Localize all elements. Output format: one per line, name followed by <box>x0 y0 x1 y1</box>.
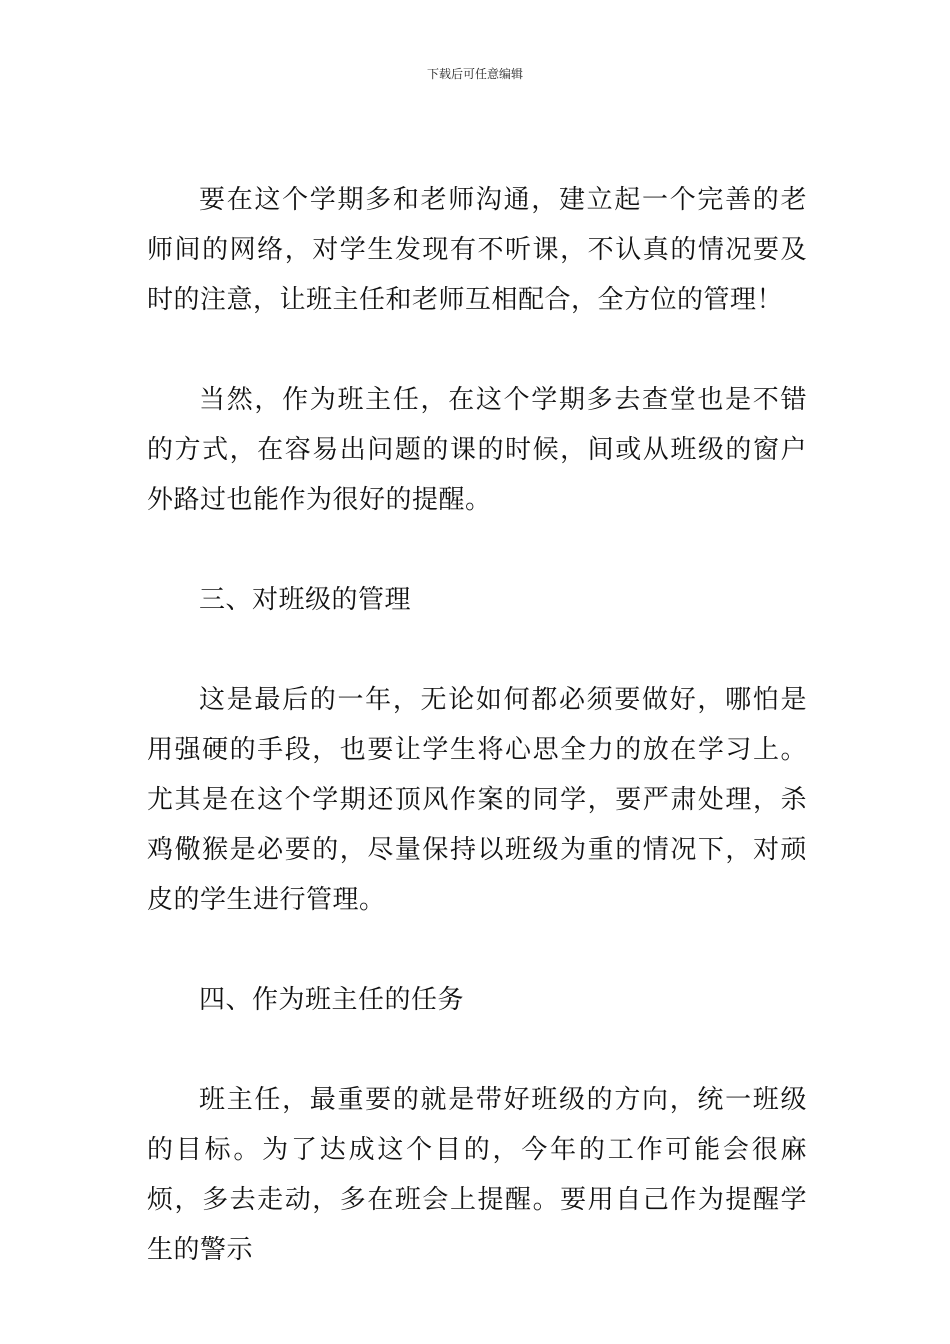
paragraph-gap <box>147 1025 807 1075</box>
section-heading-class-management: 三、对班级的管理 <box>199 585 412 615</box>
paragraph-gap <box>147 625 807 675</box>
paragraph-head-teacher-tasks: 班主任，最重要的就是带好班级的方向，统一班级的目标。为了达成这个目的，今年的工作可能会很麻烦，多去走动，多在班会上提醒。要用自己作为提醒学生的警示 <box>147 1085 807 1265</box>
paragraph-gap <box>147 525 807 575</box>
paragraph-gap <box>147 325 807 375</box>
paragraph-class-management: 这是最后的一年，无论如何都必须要做好，哪怕是用强硬的手段，也要让学生将心思全力的放在学习上。尤其是在这个学期还顶风作案的同学，要严肃处理，杀鸡儆猴是必要的，尽量保持以班级为重的情况下，对顽皮的学生进行管理。 <box>147 685 807 915</box>
document-body <box>147 175 807 1275</box>
paragraph-classroom-inspection: 当然，作为班主任，在这个学期多去查堂也是不错的方式，在容易出问题的课的时候，间或从班级的窗户外路过也能作为很好的提醒。 <box>147 385 807 515</box>
paragraph-gap <box>147 925 807 975</box>
paragraph-teacher-communication: 要在这个学期多和老师沟通，建立起一个完善的老师间的网络，对学生发现有不听课，不认真的情况要及时的注意，让班主任和老师互相配合，全方位的管理！ <box>147 185 807 315</box>
section-heading-head-teacher-tasks: 四、作为班主任的任务 <box>199 985 465 1015</box>
header-note: 下载后可任意编辑 <box>426 67 523 81</box>
